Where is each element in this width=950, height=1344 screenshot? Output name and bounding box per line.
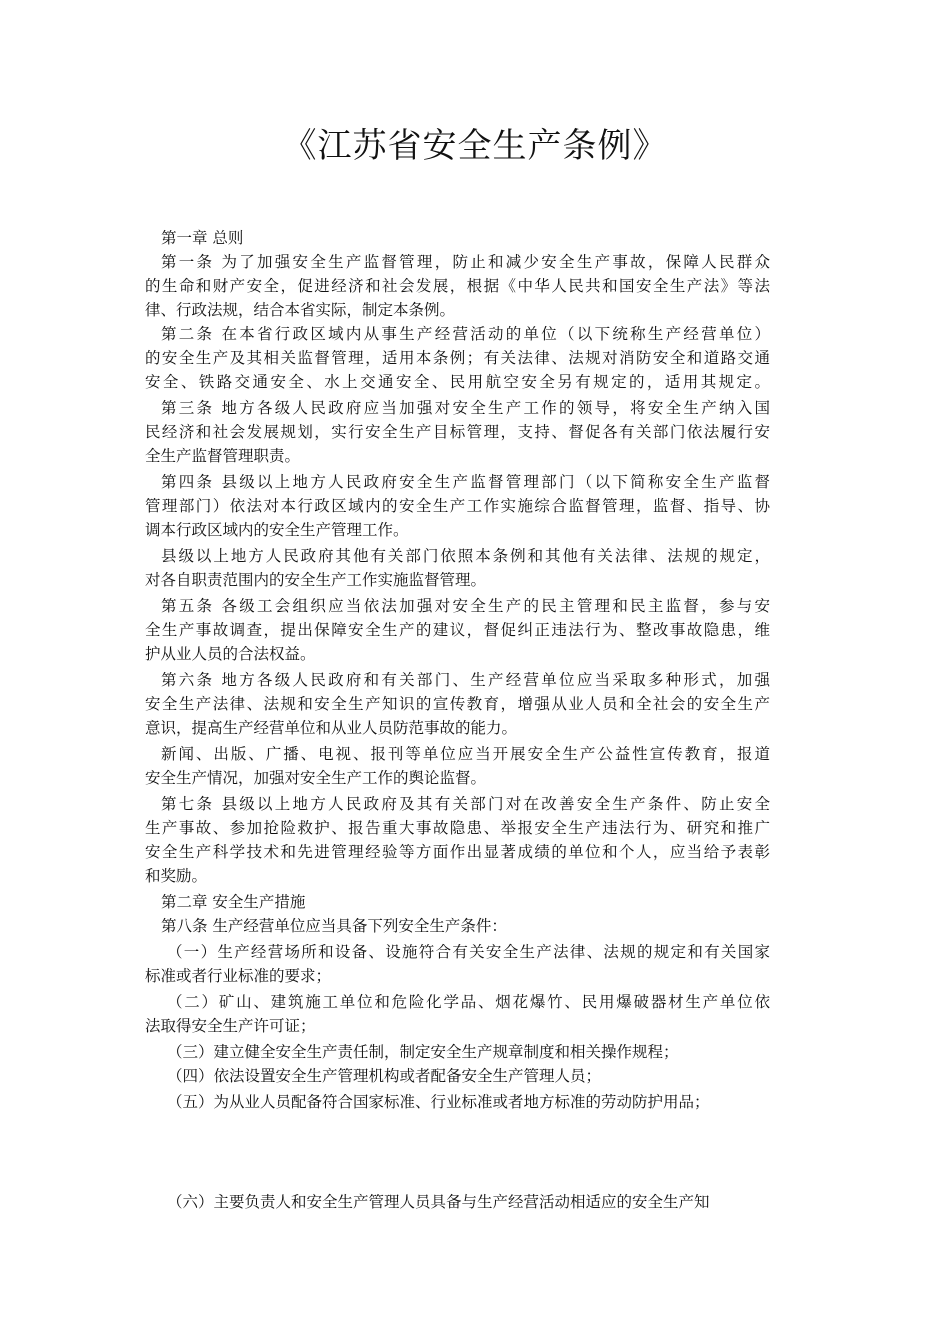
text-line: 的生命和财产安全，促进经济和社会发展，根据《中华人民共和国安全生产法》等法 <box>145 277 770 295</box>
text-line: 第七条 县级以上地方人民政府及其有关部门对在改善安全生产条件、防止安全 <box>161 795 770 813</box>
text-line: 和奖励。 <box>145 867 208 885</box>
text-line: 县级以上地方人民政府其他有关部门依照本条例和其他有关法律、法规的规定， <box>161 547 770 565</box>
text-line: 第一条 为了加强安全生产监督管理，防止和减少安全生产事故，保障人民群众 <box>161 253 770 271</box>
text-line: 安全、铁路交通安全、水上交通安全、民用航空安全另有规定的，适用其规定。 <box>145 373 770 391</box>
text-line: 的安全生产及其相关监督管理，适用本条例；有关法律、法规对消防安全和道路交通 <box>145 349 770 367</box>
text-line: （二）矿山、建筑施工单位和危险化学品、烟花爆竹、民用爆破器材生产单位依 <box>167 993 770 1011</box>
text-line: 安全生产科学技术和先进管理经验等方面作出显著成绩的单位和个人，应当给予表彰 <box>145 843 770 861</box>
text-line: 第三条 地方各级人民政府应当加强对安全生产工作的领导，将安全生产纳入国 <box>161 399 770 417</box>
text-line: 第五条 各级工会组织应当依法加强对安全生产的民主管理和民主监督，参与安 <box>161 597 770 615</box>
text-line: 第八条 生产经营单位应当具备下列安全生产条件： <box>161 917 507 935</box>
text-line: 第二条 在本省行政区域内从事生产经营活动的单位（以下统称生产经营单位） <box>161 325 770 343</box>
text-line: 生产事故、参加抢险救护、报告重大事故隐患、举报安全生产违法行为、研究和推广 <box>145 819 770 837</box>
text-line: 第二章 安全生产措施 <box>161 893 306 911</box>
text-line: 新闻、出版、广播、电视、报刊等单位应当开展安全生产公益性宣传教育，报道 <box>161 745 770 763</box>
text-line: 护从业人员的合法权益。 <box>145 645 316 663</box>
text-line: 第一章 总则 <box>161 229 244 247</box>
text-line: 律、行政法规，结合本省实际，制定本条例。 <box>145 301 456 319</box>
text-line: 法取得安全生产许可证； <box>145 1017 316 1035</box>
text-line: 全生产事故调查，提出保障安全生产的建议，督促纠正违法行为、整改事故隐患，维 <box>145 621 770 639</box>
text-line: （三）建立健全安全生产责任制，制定安全生产规章制度和相关操作规程； <box>167 1043 679 1061</box>
text-line: 第四条 县级以上地方人民政府安全生产监督管理部门（以下简称安全生产监督 <box>161 473 770 491</box>
text-line: （六）主要负责人和安全生产管理人员具备与生产经营活动相适应的安全生产知 <box>167 1193 710 1211</box>
text-line: 意识，提高生产经营单位和从业人员防范事故的能力。 <box>145 719 518 737</box>
text-line: 标准或者行业标准的要求； <box>145 967 332 985</box>
text-line: 对各自职责范围内的安全生产工作实施监督管理。 <box>145 571 487 589</box>
text-line: （四）依法设置安全生产管理机构或者配备安全生产管理人员； <box>167 1067 602 1085</box>
text-line: 安全生产情况，加强对安全生产工作的舆论监督。 <box>145 769 487 787</box>
text-line: 调本行政区域内的安全生产管理工作。 <box>145 521 409 539</box>
document-title: 《江苏省安全生产条例》 <box>282 126 668 166</box>
text-line: （五）为从业人员配备符合国家标准、行业标准或者地方标准的劳动防护用品； <box>167 1093 710 1111</box>
text-line: 管理部门）依法对本行政区域内的安全生产工作实施综合监督管理，监督、指导、协 <box>145 497 770 515</box>
text-line: 安全生产法律、法规和安全生产知识的宣传教育，增强从业人员和全社会的安全生产 <box>145 695 770 713</box>
text-line: 全生产监督管理职责。 <box>145 447 301 465</box>
text-line: 民经济和社会发展规划，实行安全生产目标管理，支持、督促各有关部门依法履行安 <box>145 423 770 441</box>
text-line: 第六条 地方各级人民政府和有关部门、生产经营单位应当采取多种形式，加强 <box>161 671 770 689</box>
text-line: （一）生产经营场所和设备、设施符合有关安全生产法律、法规的规定和有关国家 <box>167 943 770 961</box>
